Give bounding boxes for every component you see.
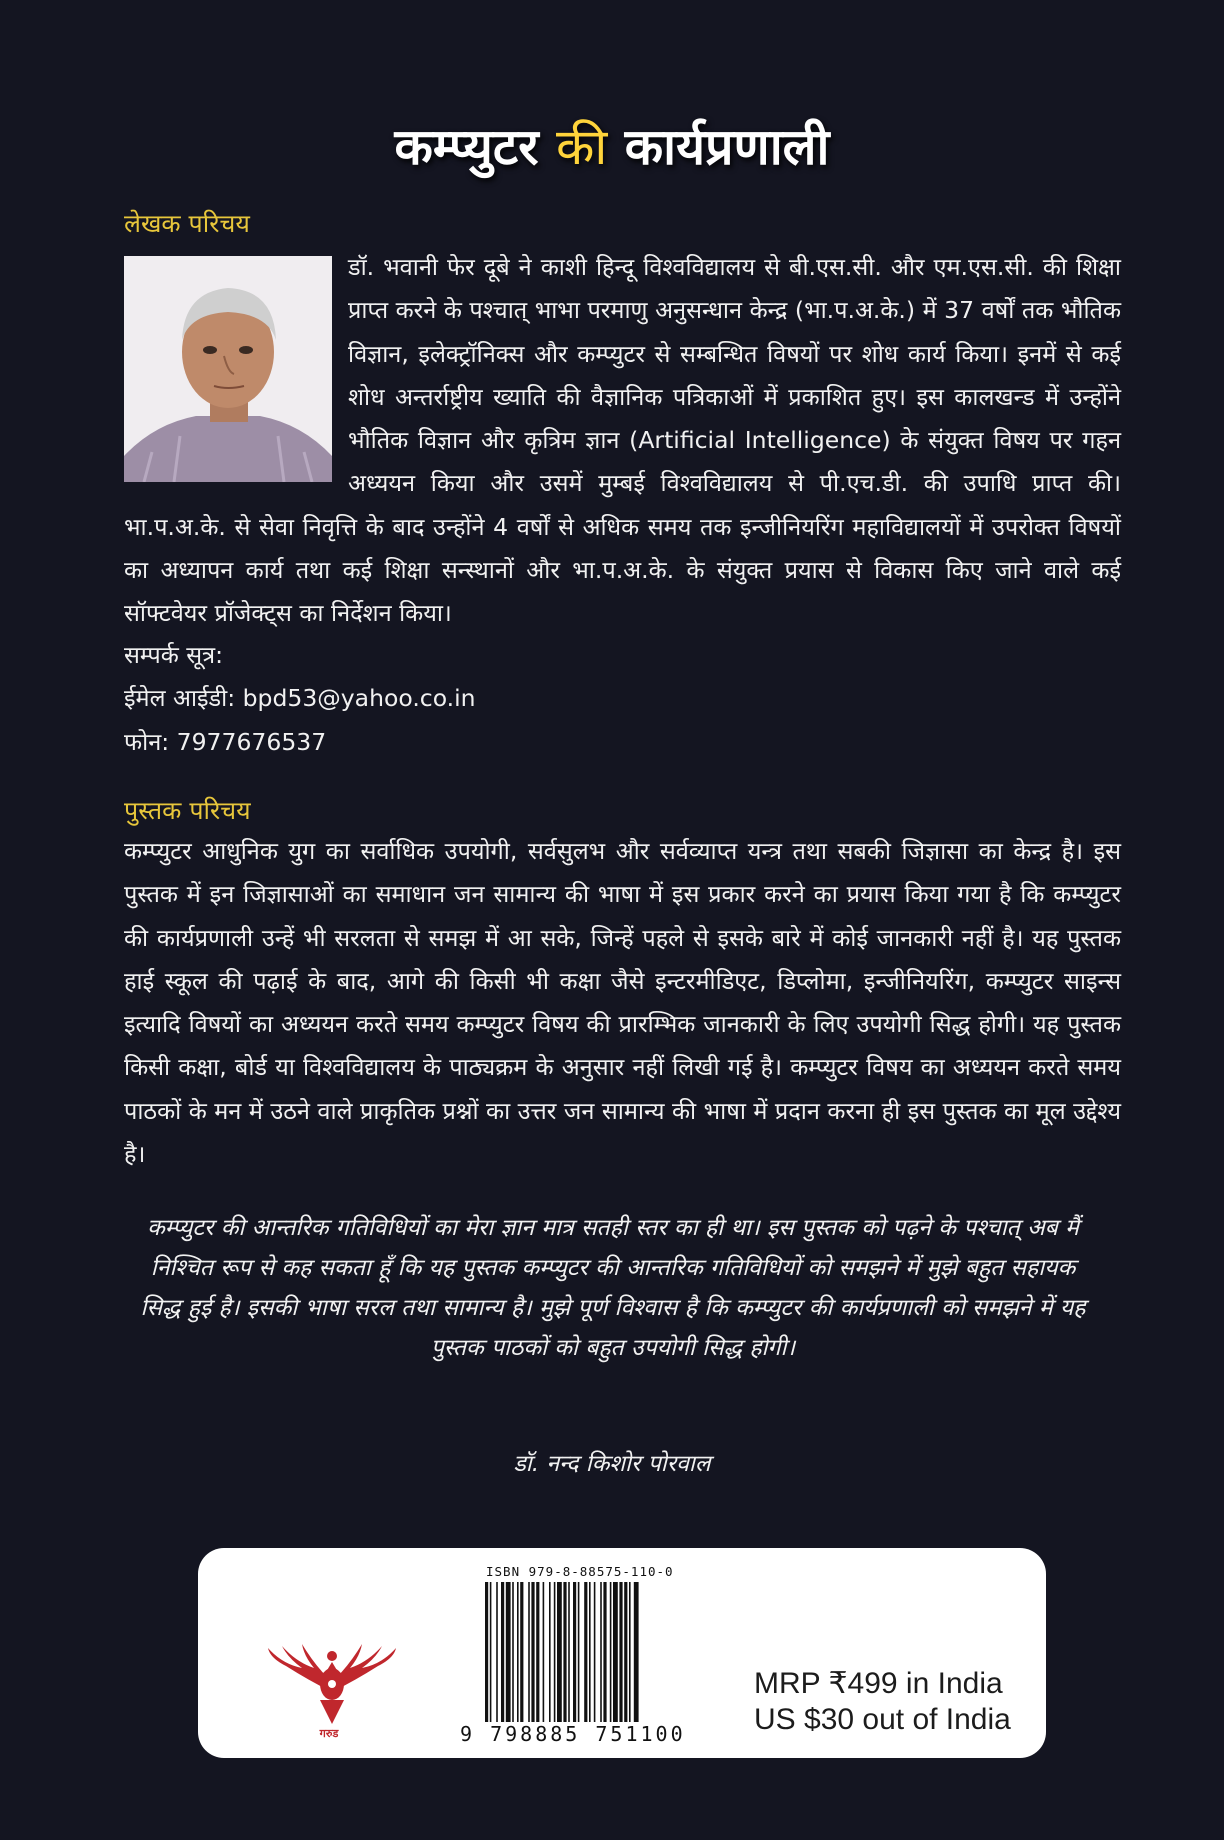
barcode-bar — [584, 1582, 587, 1722]
barcode-bar — [528, 1582, 530, 1722]
barcode-bar — [501, 1582, 504, 1722]
book-section-heading: पुस्तक परिचय — [124, 796, 251, 825]
barcode-bar — [543, 1582, 545, 1722]
barcode-bar — [554, 1582, 556, 1722]
isbn-label: ISBN 979-8-88575-110-0 — [486, 1564, 674, 1579]
price-india: MRP ₹499 in India — [754, 1667, 1003, 1700]
barcode-bar — [619, 1582, 622, 1722]
barcode-bar — [536, 1582, 539, 1722]
footer-panel — [198, 1548, 1046, 1758]
barcode-bar — [629, 1582, 631, 1722]
author-section-heading: लेखक परिचय — [124, 209, 250, 238]
barcode-bar — [506, 1582, 511, 1722]
book-description: कम्प्युटर आधुनिक युग का सर्वाधिक उपयोगी, सर्वसुलभ और सर्वव्याप्त यन्त्र तथा सबकी जिज्ञासा का केन्द्र है। इस पुस्तक में इन जिज्ञासाओं का समाधान जन सामान्य की भाषा में इस प्रकार करने का प्रयास किया गया है कि कम्प्युटर की कार्यप्रणाली उन्हें भी सरलता से समझ में आ सके, जिन्हें पहले से इसके बारे में कोई जानकारी नहीं है। यह पुस्तक हाई स्कूल की पढ़ाई के बाद, आगे की किसी भी कक्षा जैसे इन्टरमीडिएट, डिप्लोमा, इन्जीनियरिंग, कम्प्युटर साइन्स इत्यादि विषयों का अध्ययन करते समय कम्प्युटर विषय की प्रारम्भिक जानकारी के लिए उपयोगी सिद्ध होगी। यह पुस्तक किसी कक्षा, बोर्ड या विश्वविद्यालय के पाठ्यक्रम के अनुसार नहीं लिखी गई है। कम्प्युटर विषय का अध्ययन करते समय पाठकों के मन में उठने वाले प्राकृतिक प्रश्नों का उत्तर जन सामान्य की भाषा में प्रदान करना ही इस पुस्तक का मूल उद्देश्य है। — [124, 837, 1121, 1169]
barcode-bar — [589, 1582, 591, 1722]
phone-number: 7977676537 — [176, 727, 327, 756]
author-bio: डॉ. भवानी फेर दूबे ने काशी हिन्दू विश्वविद्यालय से बी.एस.सी. और एम.एस.सी. की शिक्षा प्राप्त करने के पश्चात् भाभा परमाणु अनुसन्धान केन्द्र (भा.प.अ.के.) में 37 वर्षों तक भौतिक विज्ञान, इलेक्ट्रॉनिक्स और कम्प्युटर से सम्बन्धित विषयों पर शोध कार्य किया। इनमें से कई शोध अन्तर्राष्ट्रीय ख्याति की वैज्ञानिक पत्रिकाओं में प्रकाशित हुए। इस कालखन्ड में उन्होंने भौतिक विज्ञान और कृत्रिम ज्ञान (Artificial Intelligence) के संयुक्त विषय पर गहन अध्ययन किया और उसमें मुम्बई विश्वविद्यालय से पी.एच.डी. की उपाधि प्राप्त की। भा.प.अ.के. से सेवा निवृत्ति के बाद उन्होंने 4 वर्षों से अधिक समय तक इन्जीनियरिंग महाविद्यालयों में उपरोक्त विषयों का अध्यापन कार्य तथा कई शिक्षा सन्स्थानों और भा.प.अ.के. के संयुक्त प्रयास से विकास किए जाने वाले कई सॉफ्टवेयर प्रॉजेक्ट्स का निर्देशन किया। — [124, 253, 1121, 628]
barcode-digits: 9 798885 751100 — [460, 1722, 686, 1746]
publisher-logo-text: गरुड — [319, 1727, 339, 1740]
garuda-logo-icon — [268, 1642, 396, 1726]
barcode-bar — [549, 1582, 551, 1722]
author-contact — [124, 634, 476, 764]
price-block — [754, 1666, 1011, 1738]
book-title — [0, 112, 1224, 182]
phone-row — [124, 721, 476, 764]
email-row — [124, 677, 476, 720]
barcode-bar — [624, 1582, 627, 1722]
barcode-bar — [634, 1582, 639, 1722]
barcode-icon — [485, 1582, 685, 1722]
testimonial-author: डॉ. नन्द किशोर पोरवाल — [513, 1451, 711, 1477]
barcode-bar — [613, 1582, 618, 1722]
barcode-bar — [573, 1582, 576, 1722]
barcode-bar — [578, 1582, 580, 1722]
testimonial-text: कम्प्युटर की आन्तरिक गतिविधियों का मेरा ज्ञान मात्र सतही स्तर का ही था। इस पुस्तक को पढ़ने के पश्चात् अब मैं निश्चित रूप से कह सकता हूँ कि यह पुस्तक कम्प्युटर की आन्तरिक गतिविधियों को समझने में मुझे बहुत सहायक सिद्ध हुई है। इसकी भाषा सरल तथा सामान्य है। मुझे पूर्ण विश्वास है कि कम्प्युटर की कार्यप्रणाली को समझने में यह पुस्तक पाठकों को बहुत उपयोगी सिद्ध होगी। — [140, 1215, 1086, 1361]
title-part-2: की — [555, 118, 608, 176]
barcode-bar — [557, 1582, 562, 1722]
barcode-bar — [600, 1582, 602, 1722]
barcode-bar — [568, 1582, 570, 1722]
title-part-3: कार्यप्रणाली — [624, 118, 830, 176]
barcode-bar — [594, 1582, 596, 1722]
email-label: ईमेल आईडी: — [124, 684, 236, 713]
author-bio-block — [124, 246, 1121, 636]
email-address: bpd53@yahoo.co.in — [242, 684, 476, 713]
barcode-bar — [520, 1582, 523, 1722]
barcode-bar — [563, 1582, 566, 1722]
contact-label: सम्पर्क सूत्र: — [124, 641, 224, 669]
barcode-bar — [610, 1582, 612, 1722]
phone-label: फोन: — [124, 727, 170, 756]
barcode-bar — [517, 1582, 519, 1722]
barcode-bar — [531, 1582, 534, 1722]
photo-spacer — [124, 246, 348, 504]
barcode-bar — [603, 1582, 606, 1722]
title-part-1: कम्प्युटर — [394, 118, 539, 176]
price-outside-india: US $30 out of India — [754, 1703, 1011, 1736]
barcode-bar — [490, 1582, 492, 1722]
barcode-bar — [496, 1582, 498, 1722]
barcode-bar — [485, 1582, 488, 1722]
barcode-bar — [512, 1582, 514, 1722]
